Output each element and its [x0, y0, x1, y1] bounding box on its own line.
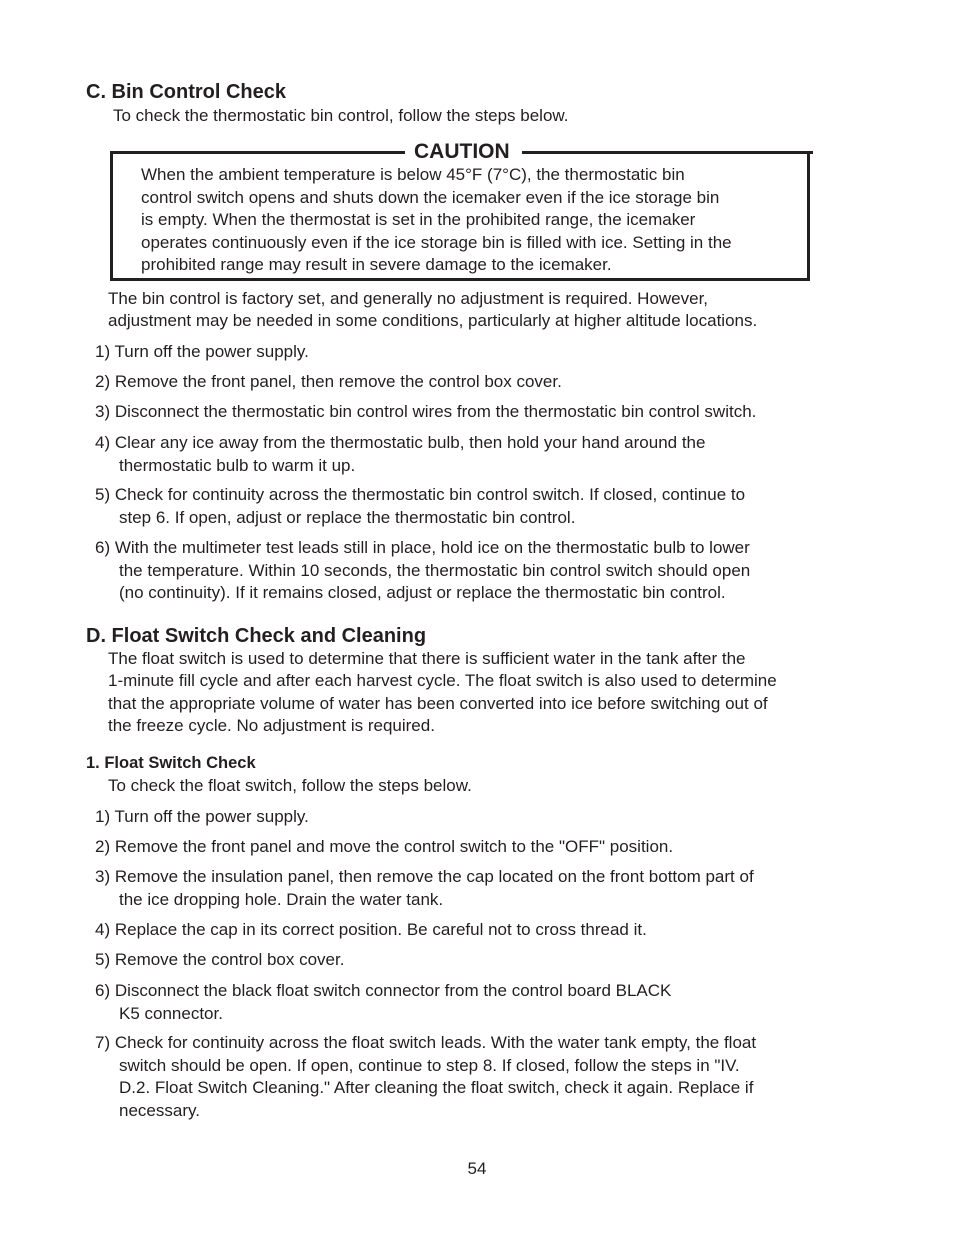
section-c-heading: C. Bin Control Check — [86, 81, 287, 103]
float-step-6: 6) Disconnect the black float switch connector from the control board BLACK K5 connector. — [95, 981, 672, 1023]
section-c-step-2: 2) Remove the front panel, then remove the control box cover. — [95, 372, 562, 391]
caution-text: When the ambient temperature is below 45°F (7°C), the thermostatic bin control switch opens and shuts down the icemaker even if the ice storage bin is empty. When the thermostat is set in the prohibited range, the icemaker operates continuously even if the ice storage bin is filled with ice. Setting in the prohibited range may result in severe damage to the icemaker. — [141, 165, 732, 275]
section-c-intro: To check the thermostatic bin control, follow the steps below. — [113, 106, 569, 125]
float-step-5: 5) Remove the control box cover. — [95, 950, 345, 969]
section-d-heading: D. Float Switch Check and Cleaning — [86, 625, 427, 647]
float-switch-check-intro: To check the float switch, follow the steps below. — [108, 776, 472, 795]
section-c-step-4: 4) Clear any ice away from the thermostatic bulb, then hold your hand around the thermostatic bulb to warm it up. — [95, 433, 706, 475]
section-c-step-1: 1) Turn off the power supply. — [95, 342, 309, 361]
section-c-step-3: 3) Disconnect the thermostatic bin control wires from the thermostatic bin control switch. — [95, 402, 757, 421]
float-step-1: 1) Turn off the power supply. — [95, 807, 309, 826]
section-c-step-5: 5) Check for continuity across the thermostatic bin control switch. If closed, continue to step 6. If open, adjust or replace the thermostatic bin control. — [95, 485, 746, 527]
float-step-3: 3) Remove the insulation panel, then remove the cap located on the front bottom part of the ice dropping hole. Drain the water tank. — [95, 867, 754, 909]
float-step-4: 4) Replace the cap in its correct position. Be careful not to cross thread it. — [95, 920, 647, 939]
section-c-note: The bin control is factory set, and generally no adjustment is required. However, adjustment may be needed in some conditions, particularly at higher altitude locations. — [108, 289, 758, 331]
float-switch-check-heading: 1. Float Switch Check — [86, 754, 256, 772]
float-step-7: 7) Check for continuity across the float switch leads. With the water tank empty, the float switch should be open. If open, continue to step 8. If closed, follow the steps in "IV. D.2. Float Switch Cleaning." After cleaning the float switch, check it again. Replace if necessary. — [95, 1033, 757, 1120]
section-d-intro: The float switch is used to determine that there is sufficient water in the tank after the 1-minute fill cycle and after each harvest cycle. The float switch is also used to determine that the appropriate volume of water has been converted into ice before switching out of the freeze cycle. No adjustment is required. — [108, 649, 777, 736]
page-number: 54 — [467, 1159, 487, 1178]
float-step-2: 2) Remove the front panel and move the control switch to the "OFF" position. — [95, 837, 674, 856]
caution-title: CAUTION — [414, 140, 510, 163]
section-c-step-6: 6) With the multimeter test leads still in place, hold ice on the thermostatic bulb to lower the temperature. Within 10 seconds, the thermostatic bin control switch should open (no continuity). If it remains closed, adjust or replace the thermostatic bin control. — [95, 538, 751, 603]
